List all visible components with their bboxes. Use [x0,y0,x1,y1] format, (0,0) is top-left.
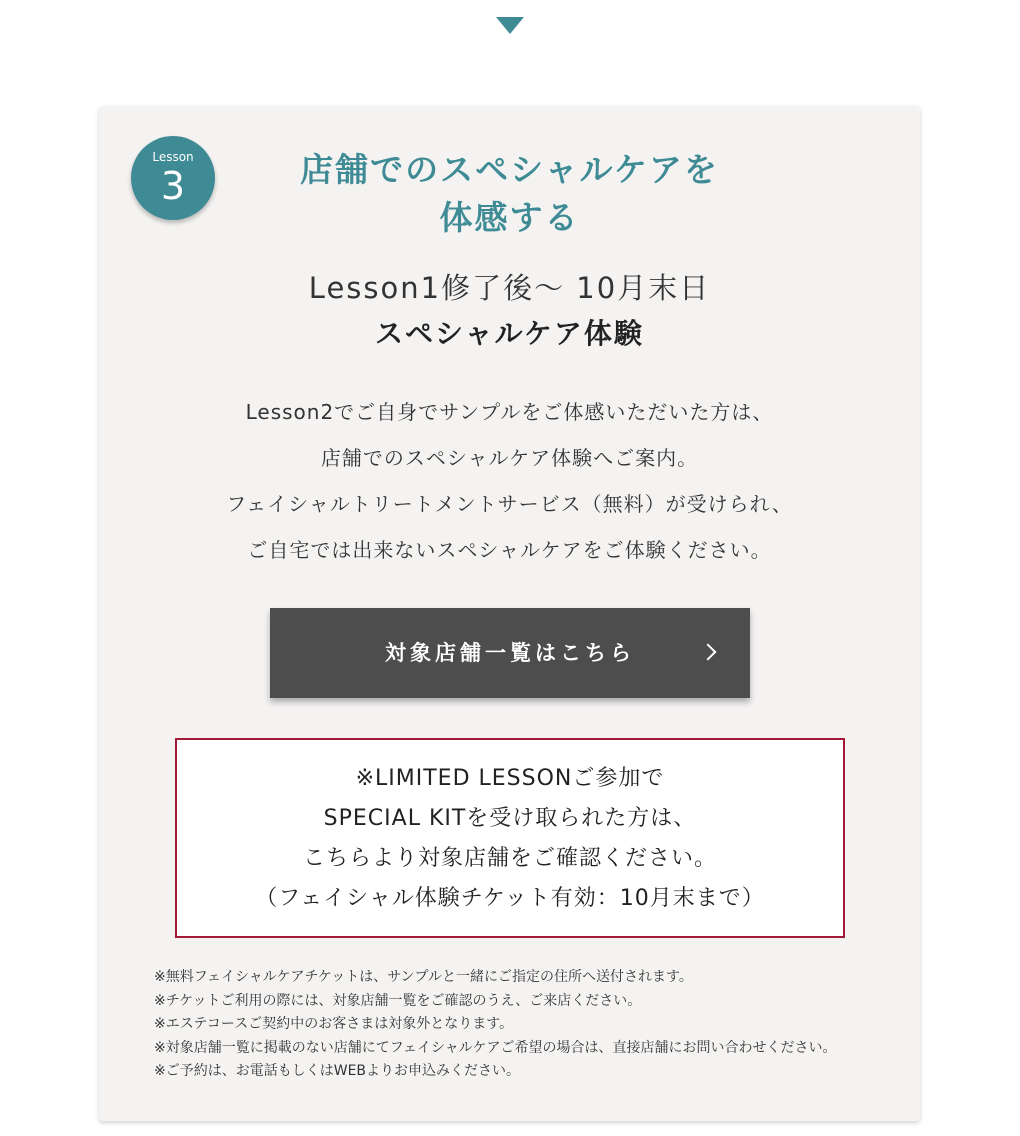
description-line: Lesson2でご自身でサンプルをご体感いただいた方は、 [245,400,774,424]
notice-line: （フェイシャル体験チケット有効：10月末まで） [255,886,765,911]
lesson-card [99,106,920,1121]
triangle-down-icon [496,17,524,34]
description-line: ご自宅では出来ないスペシャルケアをご体験ください。 [247,538,772,562]
lesson-period: Lesson1修了後～ 10月末日 [308,271,711,305]
footnote: ※無料フェイシャルケアチケットは、サンプルと一緒にご指定の住所へ送付されます。 [154,969,693,985]
limited-lesson-notice [175,738,845,938]
lesson-title [99,146,920,242]
store-list-button[interactable] [270,608,750,698]
lesson-description [99,389,920,573]
footnote: ※対象店舗一覧に掲載のない店舗にてフェイシャルケアご希望の場合は、直接店舗にお問い合わせください。 [154,1039,837,1056]
notice-line: ※LIMITED LESSONご参加で [355,766,665,791]
footnote: ※ご予約は、お電話もしくはWEBよりお申込みください。 [154,1063,521,1079]
notice-line: こちらより対象店舗をご確認ください。 [302,846,717,871]
store-list-button-label: 対象店舗一覧はこちら [385,641,635,665]
notice-line: SPECIAL KITを受け取られた方は、 [323,806,697,831]
lesson-title-line: 店舗でのスペシャルケアを [300,150,719,189]
lesson-title-line: 体感する [439,198,580,237]
footnote: ※チケットご利用の際には、対象店舗一覧をご確認のうえ、ご来店ください。 [154,992,642,1009]
footnote: ※エステコースご契約中のお客さまは対象外となります。 [154,1016,514,1032]
lesson-badge-label: Lesson [152,150,194,164]
lesson-subtitle: スペシャルケア体験 [375,317,644,350]
lesson-badge-number: 3 [160,164,186,208]
description-line: フェイシャルトリートメントサービス（無料）が受けられ、 [226,492,793,516]
description-line: 店舗でのスペシャルケア体験へご案内。 [320,446,699,470]
footnotes [154,966,836,1084]
